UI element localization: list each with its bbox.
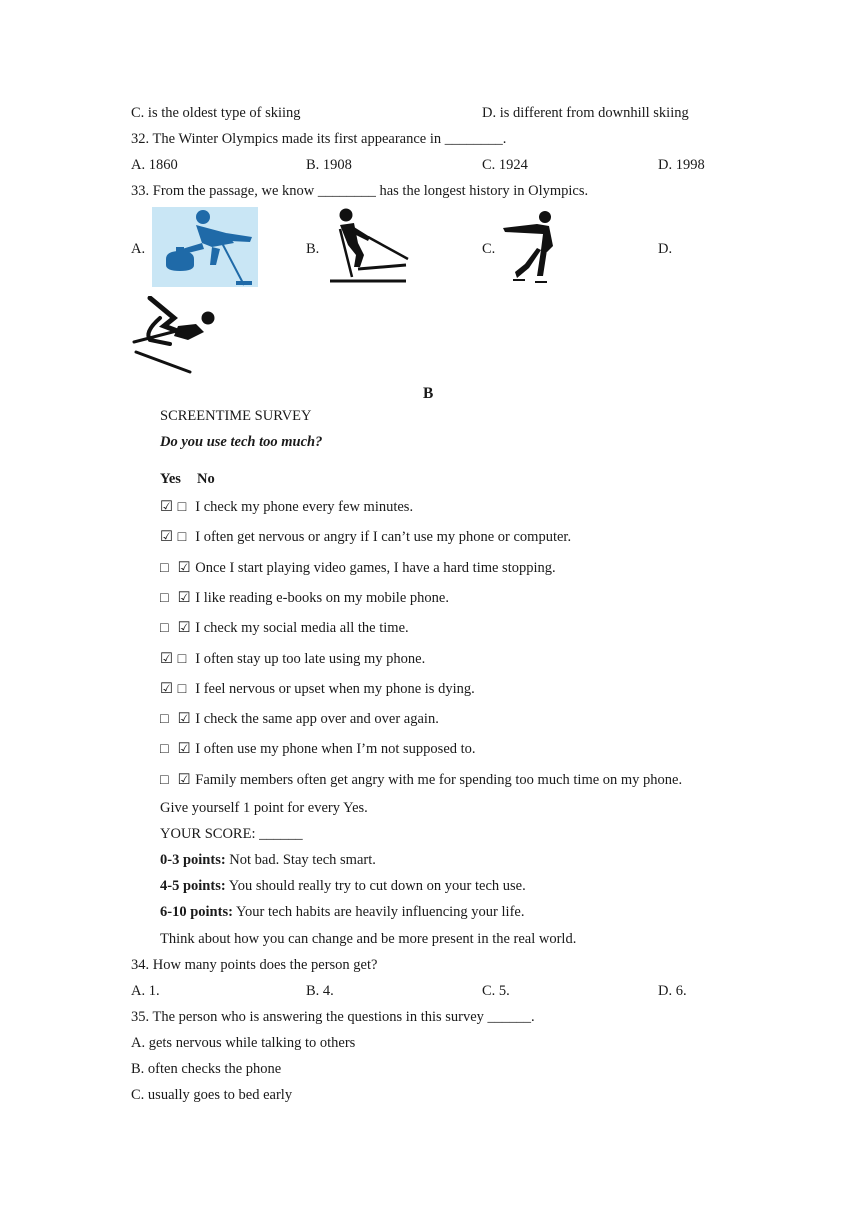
survey-item: [160, 710, 439, 728]
no-checkbox: □: [177, 529, 187, 545]
survey-item-text: I often stay up too late using my phone.: [195, 651, 426, 667]
survey-item-text: I check my phone every few minutes.: [195, 499, 414, 515]
q32-stem: 32. The Winter Olympics made its first appearance in ________.: [131, 131, 507, 147]
score-range-1-text: Not bad. Stay tech smart.: [225, 852, 376, 868]
curling-pictogram-icon: [152, 207, 258, 287]
q32-option-d: D. 1998: [658, 157, 705, 173]
survey-item: [160, 589, 449, 607]
q32-option-a: A. 1860: [131, 157, 178, 173]
q33-label-d: D.: [658, 241, 673, 257]
q35-option-c: C. usually goes to bed early: [131, 1087, 293, 1103]
survey-title: SCREENTIME SURVEY: [160, 408, 312, 424]
yes-checkbox: □: [160, 741, 169, 757]
yes-checkbox: □: [160, 560, 169, 576]
no-column-header: No: [197, 471, 215, 487]
yes-checkbox: □: [160, 711, 169, 727]
survey-item: [160, 619, 409, 637]
yes-checkbox: ☑: [160, 681, 173, 697]
survey-item-text: I check my social media all the time.: [195, 620, 409, 636]
q31-option-c: C. is the oldest type of skiing: [131, 105, 301, 121]
no-checkbox: □: [177, 499, 187, 515]
figure-skating-icon: [503, 210, 563, 286]
survey-item-text: I check the same app over and over again.: [195, 711, 439, 727]
q34-option-d: D. 6.: [658, 983, 687, 999]
cross-country-skiing-icon: [330, 207, 410, 287]
survey-item-text: Family members often get angry with me for spending too much time on my phone.: [195, 772, 683, 788]
yes-checkbox: □: [160, 620, 169, 636]
point-rule: Give yourself 1 point for every Yes.: [160, 800, 368, 816]
survey-item-text: I often use my phone when I’m not supposed to.: [195, 741, 476, 757]
q34-option-b: B. 4.: [306, 983, 334, 999]
survey-item-text: Once I start playing video games, I have a hard time stopping.: [195, 560, 556, 576]
q33-label-c: C.: [482, 241, 496, 257]
yes-checkbox: □: [160, 590, 169, 606]
score-range-3: [160, 903, 524, 921]
q33-stem: 33. From the passage, we know ________ has the longest history in Olympics.: [131, 183, 589, 199]
survey-item: [160, 771, 682, 789]
closing-note: Think about how you can change and be more present in the real world.: [160, 931, 577, 947]
yes-checkbox: ☑: [160, 499, 173, 515]
q31-option-d: D. is different from downhill skiing: [482, 105, 689, 121]
no-checkbox: ☑: [177, 620, 191, 636]
score-range-3-text: Your tech habits are heavily influencing your life.: [232, 904, 525, 920]
q34-stem: 34. How many points does the person get?: [131, 957, 378, 973]
survey-item-text: I feel nervous or upset when my phone is dying.: [195, 681, 475, 697]
survey-item-text: I like reading e-books on my mobile phone.: [195, 590, 449, 606]
score-range-2-label: 4-5 points:: [160, 878, 226, 894]
yes-checkbox: □: [160, 772, 169, 788]
score-range-2: [160, 877, 526, 895]
yes-checkbox: ☑: [160, 529, 173, 545]
alpine-skiing-icon: [130, 296, 222, 374]
q33-label-b: B.: [306, 241, 320, 257]
survey-item-text: I often get nervous or angry if I can’t use my phone or computer.: [195, 529, 572, 545]
no-checkbox: ☑: [177, 560, 191, 576]
no-checkbox: ☑: [177, 772, 191, 788]
survey-question: Do you use tech too much?: [160, 434, 323, 450]
no-checkbox: □: [177, 651, 187, 667]
survey-item: [160, 650, 425, 668]
survey-item: [160, 498, 413, 516]
q34-option-a: A. 1.: [131, 983, 160, 999]
q34-option-c: C. 5.: [482, 983, 510, 999]
q35-option-b: B. often checks the phone: [131, 1061, 282, 1077]
yes-column-header: Yes: [160, 471, 181, 487]
q35-stem: 35. The person who is answering the questions in this survey ______.: [131, 1009, 535, 1025]
no-checkbox: ☑: [177, 590, 191, 606]
score-range-3-label: 6-10 points:: [160, 904, 233, 920]
no-checkbox: ☑: [177, 741, 191, 757]
score-range-2-text: You should really try to cut down on your tech use.: [225, 878, 526, 894]
survey-item: [160, 528, 571, 546]
score-range-1-label: 0-3 points:: [160, 852, 226, 868]
q32-option-c: C. 1924: [482, 157, 528, 173]
no-checkbox: □: [177, 681, 187, 697]
no-checkbox: ☑: [177, 711, 191, 727]
q33-label-a: A.: [131, 241, 146, 257]
your-score: YOUR SCORE: ______: [160, 826, 303, 842]
survey-item: [160, 740, 476, 758]
yes-checkbox: ☑: [160, 651, 173, 667]
survey-item: [160, 559, 556, 577]
q32-option-b: B. 1908: [306, 157, 352, 173]
q35-option-a: A. gets nervous while talking to others: [131, 1035, 356, 1051]
section-heading: B: [423, 385, 434, 402]
score-range-1: [160, 851, 376, 869]
survey-item: [160, 680, 475, 698]
